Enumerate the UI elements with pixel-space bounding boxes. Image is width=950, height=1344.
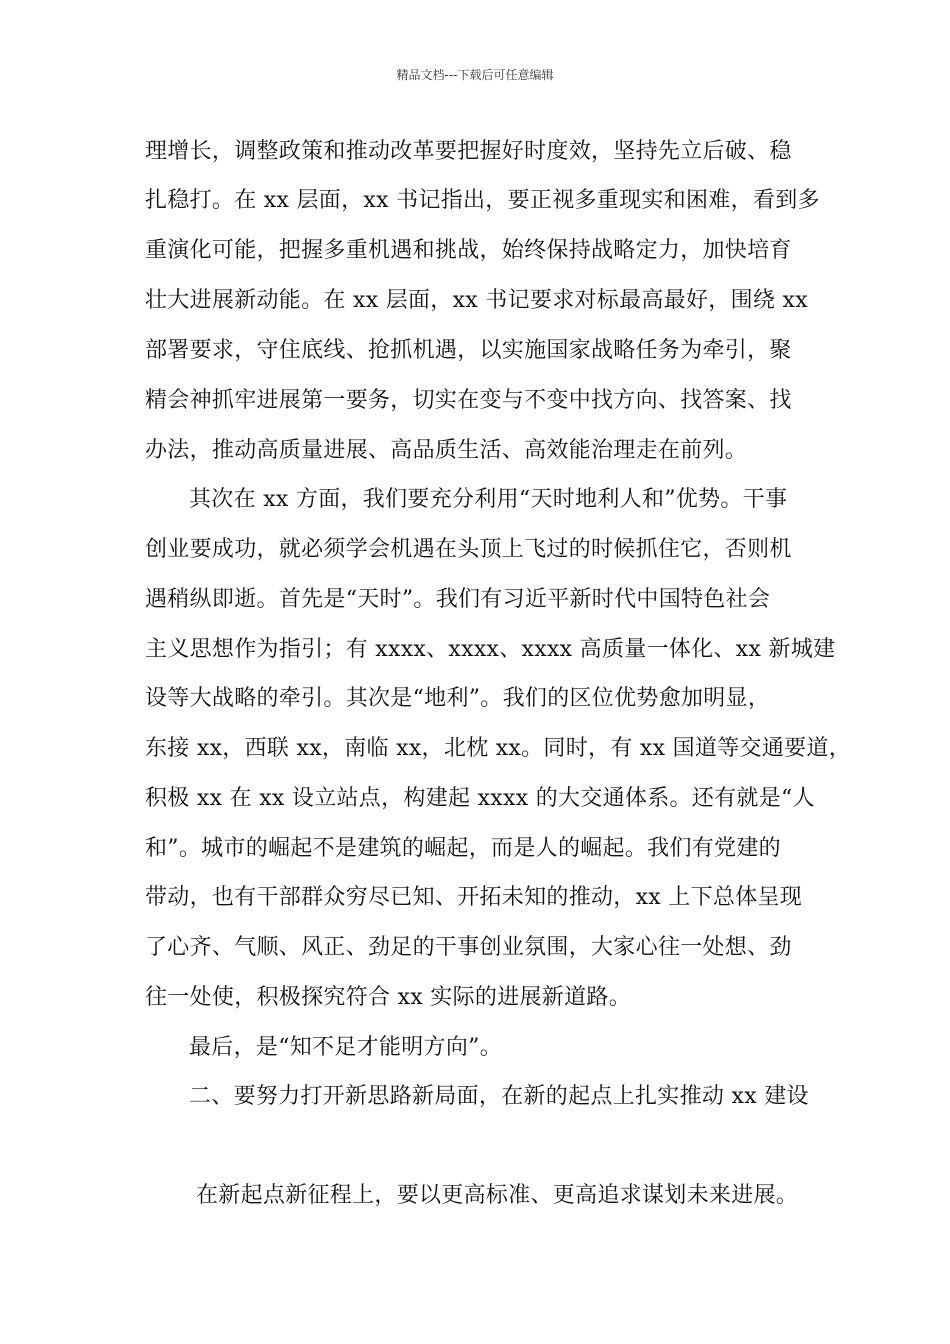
text-line: 壮大进展新动能。在 xx 层面，xx 书记要求对标最高最好，围绕 xx [145,288,808,313]
text-line: 积极 xx 在 xx 设立站点，构建起 xxxx 的大交通体系。还有就是“人 [145,786,815,811]
text-line: 在新起点新征程上，要以更高标准、更高追求谋划未来进展。 [196,1183,799,1208]
text-line: 了心齐、气顺、风正、劲足的干事创业氛围，大家心往一处想、劲 [145,935,792,960]
text-line: 带动，也有干部群众穷尽已知、开拓未知的推动，xx 上下总体呈现 [145,885,803,910]
page-header: 精品文档---下载后可任意编辑 [396,68,554,82]
text-line: 办法，推动高质量进展、高品质生活、高效能治理走在前列。 [145,438,748,463]
text-line: 往一处使，积极探究符合 xx 实际的进展新道路。 [145,985,632,1010]
text-line: 重演化可能，把握多重机遇和挑战，始终保持战略定力，加快培育 [145,238,792,263]
text-line: 创业要成功，就必须学会机遇在头顶上飞过的时候抓住它，否则机 [145,537,792,562]
text-line: 理增长，调整政策和推动改革要把握好时度效，坚持先立后破、稳 [145,139,792,164]
text-line: 东接 xx，西联 xx，南临 xx，北枕 xx。同时，有 xx 国道等交通要道， [145,736,852,761]
text-line: 最后，是“知不足才能明方向”。 [189,1035,502,1060]
text-line: 和”。城市的崛起不是建筑的崛起，而是人的崛起。我们有党建的 [145,836,781,861]
text-line: 遇稍纵即逝。首先是“天时”。我们有习近平新时代中国特色社会 [145,587,771,612]
text-line: 设等大战略的牵引。其次是“地利”。我们的区位优势愈加明显， [145,686,771,711]
text-line: 主义思想作为指引；有 xxxx、xxxx、xxxx 高质量一体化、xx 新城建 [145,637,836,662]
section-heading: 二、要努力打开新思路新局面，在新的起点上扎实推动 xx 建设 [189,1084,809,1109]
text-line: 其次在 xx 方面，我们要充分利用“天时地利人和”优势。干事 [189,487,788,512]
text-line: 部署要求，守住底线、抢抓机遇，以实施国家战略任务为牵引，聚 [145,338,792,363]
text-line: 精会神抓牢进展第一要务，切实在变与不变中找方向、找答案、找 [145,388,792,413]
text-line: 扎稳打。在 xx 层面，xx 书记指出，要正视多重现实和困难，看到多 [145,188,820,213]
